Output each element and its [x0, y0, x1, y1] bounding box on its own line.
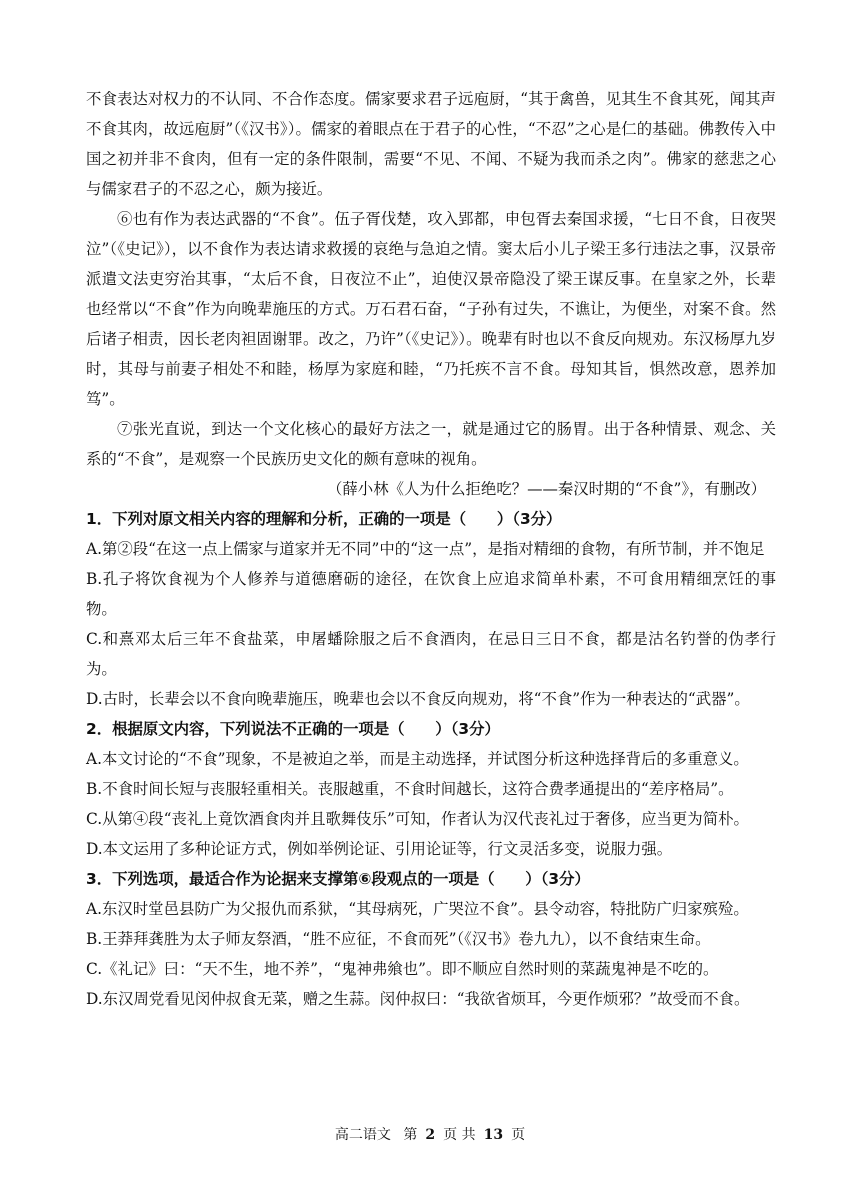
option-b: B.不食时间长短与丧服轻重相关。丧服越重，不食时间越长，这符合费孝通提出的“差序格局”。	[86, 780, 734, 798]
option-d: D.东汉周党看见闵仲叔食无菜，赠之生蒜。闵仲叔曰：“我欲省烦耳，今更作烦邪？”故受而不食。	[86, 990, 750, 1008]
option-b: B.王莽拜龚胜为太子师友祭酒，“胜不应征，不食而死”（《汉书》卷九九），以不食结束生命。	[86, 930, 711, 948]
option-c: C.《礼记》曰：“天不生，地不养”，“鬼神弗飨也”。即不顺应自然时则的菜蔬鬼神是不吃的。	[86, 960, 719, 978]
paragraph-6: ⑥也有作为表达武器的“不食”。伍子胥伐楚，攻入郢都，申包胥去秦国求援，“七日不食，日夜哭泣”（《史记》），以不食作为表达请求救援的哀绝与急迫之情。窦太后小儿子梁王多行违法之事，汉景帝派遣文法吏穷治其事，“太后不食，日夜泣不止”，迫使汉景帝隐没了梁王谋反事。在皇家之外，长辈也经常以“不食”作为向晚辈施压的方式。万石君石奋，“子孙有过失，不谯让，为便坐，对案不食。然后诸子相责，因长老肉袒固谢罪。改之，乃许”（《史记》）。晚辈有时也以不食反向规劝。东汉杨厚九岁时，其母与前妻子相处不和睦，杨厚为家庭和睦，“乃托疾不言不食。母知其旨，惧然改意，恩养加笃”。	[86, 210, 776, 408]
option-a: A.第②段“在这一点上儒家与道家并无不同”中的“这一点”，是指对精细的食物，有所节制，并不饱足	[86, 540, 765, 558]
article-source: （薛小林《人为什么拒绝吃？——秦汉时期的“不食”》，有删改）	[327, 480, 766, 498]
footer-page-mid: 页 共	[443, 1127, 476, 1143]
footer-page-number: 2	[425, 1127, 436, 1143]
question-2	[86, 714, 776, 864]
option-c: C.从第④段“丧礼上竟饮酒食肉并且歌舞伎乐”可知，作者认为汉代丧礼过于奢侈，应当更为简朴。	[86, 810, 749, 828]
question-stem: 2．根据原文内容，下列说法不正确的一项是（ ）（3分）	[86, 720, 500, 738]
page-footer	[0, 1124, 860, 1144]
question-stem: 1．下列对原文相关内容的理解和分析，正确的一项是（ ）（3分）	[86, 510, 562, 528]
option-d: D.本文运用了多种论证方式，例如举例论证、引用论证等，行文灵活多变，说服力强。	[86, 840, 673, 858]
document-body	[86, 84, 776, 1014]
question-3	[86, 864, 776, 1014]
footer-page-suffix: 页	[511, 1127, 526, 1143]
option-b: B.孔子将饮食视为个人修养与道德磨砺的途径，在饮食上应追求简单朴素，不可食用精细烹饪的事物。	[86, 570, 776, 618]
footer-subject: 高二语文	[334, 1127, 391, 1143]
footer-page-prefix: 第	[403, 1127, 418, 1143]
question-stem: 3．下列选项，最适合作为论据来支撑第⑥段观点的一项是（ ）（3分）	[86, 870, 590, 888]
option-a: A.本文讨论的“不食”现象，不是被迫之举，而是主动选择，并试图分析这种选择背后的多重意义。	[86, 750, 749, 768]
question-1	[86, 504, 776, 714]
option-c: C.和熹邓太后三年不食盐菜，申屠蟠除服之后不食酒肉，在忌日三日不食，都是沽名钓誉的伪孝行为。	[86, 630, 776, 678]
paragraph-5-continued: 不食表达对权力的不认同、不合作态度。儒家要求君子远庖厨，“其于禽兽，见其生不食其死，闻其声不食其肉，故远庖厨”（《汉书》）。儒家的着眼点在于君子的心性，“不忍”之心是仁的基础。佛教传入中国之初并非不食肉，但有一定的条件限制，需要“不见、不闻、不疑为我而杀之肉”。佛家的慈悲之心与儒家君子的不忍之心，颇为接近。	[86, 90, 776, 198]
option-d: D.古时，长辈会以不食向晚辈施压，晚辈也会以不食反向规劝，将“不食”作为一种表达的“武器”。	[86, 690, 750, 708]
paragraph-7: ⑦张光直说，到达一个文化核心的最好方法之一，就是通过它的肠胃。出于各种情景、观念、关系的“不食”，是观察一个民族历史文化的颇有意味的视角。	[86, 420, 776, 468]
option-a: A.东汉时堂邑县防广为父报仇而系狱，“其母病死，广哭泣不食”。县令动容，特批防广归家殡殓。	[86, 900, 749, 918]
footer-page-total: 13	[483, 1127, 504, 1143]
